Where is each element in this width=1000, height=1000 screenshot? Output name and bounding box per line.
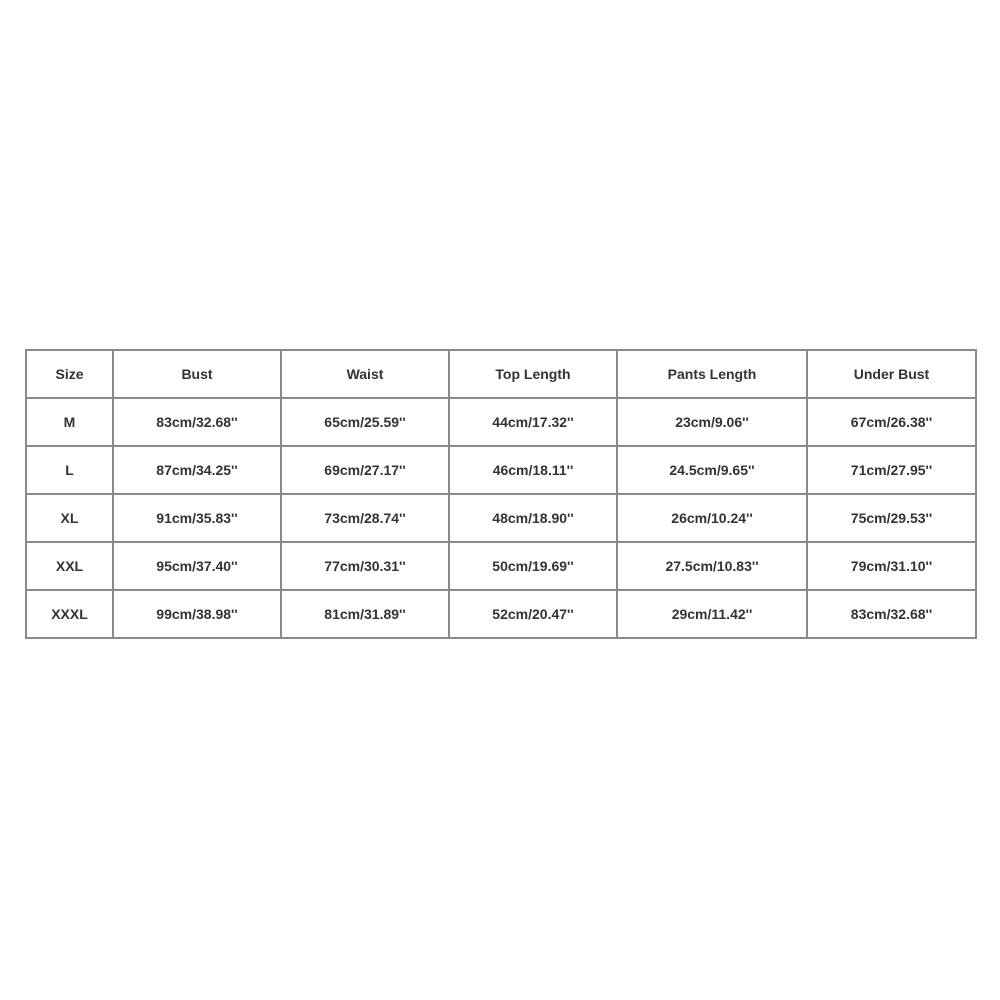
header-bust: Bust [113, 350, 281, 398]
header-waist: Waist [281, 350, 449, 398]
header-row [26, 350, 976, 398]
cell-size: XL [26, 494, 113, 542]
cell-pants-length: 26cm/10.24'' [617, 494, 807, 542]
cell-top-length: 46cm/18.11'' [449, 446, 617, 494]
cell-bust: 95cm/37.40'' [113, 542, 281, 590]
table-row [26, 590, 976, 638]
cell-under-bust: 67cm/26.38'' [807, 398, 976, 446]
cell-size: L [26, 446, 113, 494]
cell-bust: 99cm/38.98'' [113, 590, 281, 638]
header-under-bust: Under Bust [807, 350, 976, 398]
table-row [26, 542, 976, 590]
table-row [26, 494, 976, 542]
header-pants-length: Pants Length [617, 350, 807, 398]
cell-under-bust: 75cm/29.53'' [807, 494, 976, 542]
cell-size: XXXL [26, 590, 113, 638]
cell-pants-length: 24.5cm/9.65'' [617, 446, 807, 494]
cell-under-bust: 71cm/27.95'' [807, 446, 976, 494]
cell-size: XXL [26, 542, 113, 590]
cell-bust: 87cm/34.25'' [113, 446, 281, 494]
cell-under-bust: 83cm/32.68'' [807, 590, 976, 638]
cell-top-length: 48cm/18.90'' [449, 494, 617, 542]
cell-waist: 69cm/27.17'' [281, 446, 449, 494]
cell-waist: 81cm/31.89'' [281, 590, 449, 638]
header-size: Size [26, 350, 113, 398]
cell-waist: 65cm/25.59'' [281, 398, 449, 446]
size-chart-table [25, 349, 977, 639]
cell-top-length: 50cm/19.69'' [449, 542, 617, 590]
cell-pants-length: 29cm/11.42'' [617, 590, 807, 638]
cell-waist: 77cm/30.31'' [281, 542, 449, 590]
cell-size: M [26, 398, 113, 446]
table-row [26, 446, 976, 494]
cell-top-length: 52cm/20.47'' [449, 590, 617, 638]
cell-bust: 83cm/32.68'' [113, 398, 281, 446]
cell-pants-length: 23cm/9.06'' [617, 398, 807, 446]
cell-top-length: 44cm/17.32'' [449, 398, 617, 446]
cell-pants-length: 27.5cm/10.83'' [617, 542, 807, 590]
cell-under-bust: 79cm/31.10'' [807, 542, 976, 590]
header-top-length: Top Length [449, 350, 617, 398]
cell-waist: 73cm/28.74'' [281, 494, 449, 542]
cell-bust: 91cm/35.83'' [113, 494, 281, 542]
table-row [26, 398, 976, 446]
